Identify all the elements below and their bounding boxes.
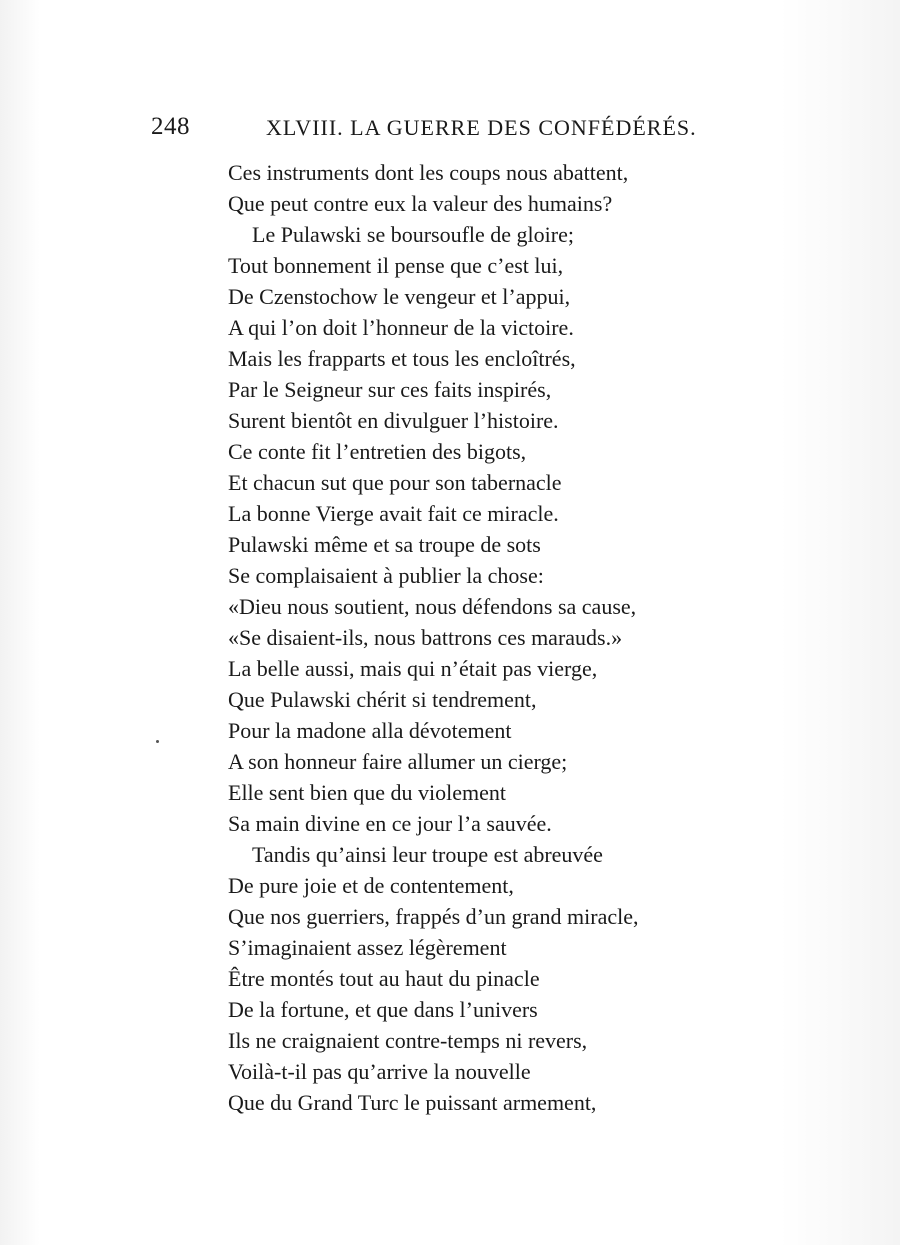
verse-line: Que peut contre eux la valeur des humains? [228,191,613,216]
page-number: 248 [151,113,190,140]
verse-line: Ils ne craignaient contre-temps ni revers, [228,1028,588,1053]
verse-line: Ces instruments dont les coups nous abattent, [228,160,629,185]
verse-line: Que du Grand Turc le puissant armement, [228,1090,597,1115]
verse-line: «Dieu nous soutient, nous défendons sa cause, [228,594,637,619]
verse-line: Que Pulawski chérit si tendrement, [228,687,537,712]
verse-line: Sa main divine en ce jour l’a sauvée. [228,811,552,836]
verse-line: Par le Seigneur sur ces faits inspirés, [228,377,552,402]
verse-line: S’imaginaient assez légèrement [228,935,507,960]
verse-line: Voilà-t-il pas qu’arrive la nouvelle [228,1059,531,1084]
verse-line: Le Pulawski se boursoufle de gloire; [252,222,574,247]
verse-line: Être montés tout au haut du pinacle [228,966,540,991]
verse-line: Ce conte fit l’entretien des bigots, [228,439,527,464]
verse-line: De Czenstochow le vengeur et l’appui, [228,284,571,309]
verse-line: Pour la madone alla dévotement [228,718,512,743]
verse-line: Surent bientôt en divulguer l’histoire. [228,408,559,433]
verse-line: De la fortune, et que dans l’univers [228,997,538,1022]
verse-line: La belle aussi, mais qui n’était pas vierge, [228,656,598,681]
verse-line: Pulawski même et sa troupe de sots [228,532,541,557]
verse-line: Tandis qu’ainsi leur troupe est abreuvée [252,842,603,867]
verse-block [228,157,639,1118]
verse-line: Elle sent bien que du violement [228,780,506,805]
verse-line: Tout bonnement il pense que c’est lui, [228,253,564,278]
verse-line: De pure joie et de contentement, [228,873,514,898]
verse-line: La bonne Vierge avait fait ce miracle. [228,501,559,526]
verse-line: Se complaisaient à publier la chose: [228,563,544,588]
verse-line: Mais les frapparts et tous les encloîtrés, [228,346,576,371]
verse-line: Et chacun sut que pour son tabernacle [228,470,562,495]
verse-line: A qui l’on doit l’honneur de la victoire. [228,315,574,340]
verse-line: A son honneur faire allumer un cierge; [228,749,568,774]
ink-speck [156,740,159,743]
running-head: XLVIII. LA GUERRE DES CONFÉDÉRÉS. [266,115,697,140]
verse-line: «Se disaient-ils, nous battrons ces marauds.» [228,625,623,650]
verse-line: Que nos guerriers, frappés d’un grand miracle, [228,904,639,929]
